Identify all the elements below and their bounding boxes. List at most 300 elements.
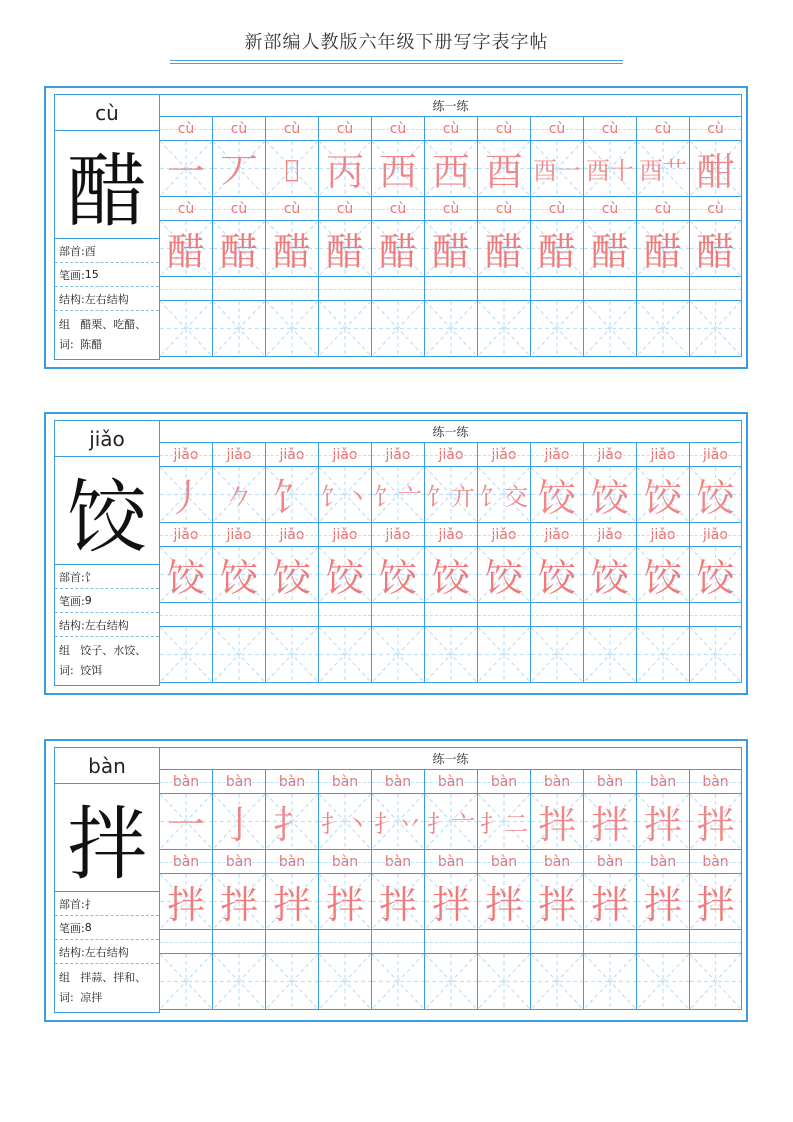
tian-grid-guide <box>637 301 689 356</box>
blank-writing-cell[interactable] <box>531 954 584 1010</box>
blank-pinyin-cell[interactable] <box>266 277 319 301</box>
stroke-step-glyph: 丙 <box>325 150 364 194</box>
tian-grid-guide <box>425 954 477 1009</box>
tian-grid-guide <box>372 301 424 356</box>
pinyin-cell <box>266 850 319 874</box>
info-value: 酉 <box>84 244 96 258</box>
trace-glyph: 拌 <box>325 883 364 927</box>
pinyin-cell <box>637 443 690 467</box>
pinyin-cell <box>319 117 372 141</box>
blank-writing-cell[interactable] <box>425 301 478 357</box>
tracing-cell[interactable] <box>478 547 531 603</box>
stroke-order-cell[interactable] <box>584 467 637 523</box>
blank-pinyin-cell[interactable] <box>478 603 531 627</box>
tian-grid-guide <box>531 301 583 356</box>
blank-writing-cell[interactable] <box>531 627 584 683</box>
pinyin-cell <box>319 197 372 221</box>
pinyin-cell <box>372 197 425 221</box>
character-info-panel <box>54 747 160 1013</box>
model-character: 醋 <box>55 131 159 239</box>
pinyin-text: jiǎo <box>491 446 517 463</box>
pinyin-cell <box>425 770 478 794</box>
pinyin-text: cù <box>283 120 301 137</box>
blank-writing-cell[interactable] <box>213 954 266 1010</box>
tracing-cell[interactable] <box>637 874 690 930</box>
blank-writing-cell[interactable] <box>478 627 531 683</box>
blank-writing-cell[interactable] <box>319 301 372 357</box>
tracing-cell[interactable] <box>425 547 478 603</box>
trace-glyph: 醋 <box>484 230 523 274</box>
model-character: 拌 <box>55 784 159 892</box>
stroke-step-glyph: 饣亠 <box>374 483 422 511</box>
pinyin-cell <box>478 770 531 794</box>
pinyin-cell <box>690 443 742 467</box>
stroke-count-info <box>55 589 159 613</box>
blank-pinyin-cell[interactable] <box>531 603 584 627</box>
info-label: 部首: <box>59 570 85 584</box>
stroke-order-cell[interactable] <box>531 467 584 523</box>
info-label: 结构: <box>59 945 85 959</box>
stroke-step-glyph: 酉艹 <box>639 157 687 185</box>
blank-writing-cell[interactable] <box>266 954 319 1010</box>
pinyin-text: jiǎo <box>650 526 676 543</box>
tracing-cell[interactable] <box>319 547 372 603</box>
tracing-cell[interactable] <box>690 874 742 930</box>
pinyin-cell <box>637 117 690 141</box>
blank-pinyin-cell[interactable] <box>213 930 266 954</box>
practice-header: 练一练 <box>160 747 742 770</box>
pinyin-cell <box>690 117 742 141</box>
tracing-cell[interactable] <box>213 874 266 930</box>
stroke-order-cell[interactable] <box>690 141 742 197</box>
stroke-order-cell[interactable] <box>372 467 425 523</box>
blank-pinyin-cell[interactable] <box>160 277 213 301</box>
blank-writing-cell[interactable] <box>425 954 478 1010</box>
tracing-cell[interactable] <box>266 221 319 277</box>
pinyin-text: jiǎo <box>438 526 464 543</box>
blank-pinyin-cell[interactable] <box>584 603 637 627</box>
blank-writing-cell[interactable] <box>690 627 742 683</box>
pinyin-cell <box>584 523 637 547</box>
trace-glyph: 拌 <box>378 883 417 927</box>
trace-glyph: 醋 <box>643 230 682 274</box>
pinyin-row <box>160 197 742 221</box>
stroke-order-cell[interactable] <box>531 794 584 850</box>
pinyin-text: bàn <box>331 773 359 790</box>
stroke-order-cell[interactable] <box>213 141 266 197</box>
trace-glyph: 拌 <box>643 883 682 927</box>
pinyin-text: jiǎo <box>597 446 623 463</box>
pinyin-cell <box>319 850 372 874</box>
stroke-row <box>160 141 742 197</box>
tian-grid-guide <box>478 954 530 1009</box>
blank-writing-cell[interactable] <box>531 301 584 357</box>
blank-writing-cell[interactable] <box>690 301 742 357</box>
tian-grid-guide <box>531 627 583 682</box>
word-examples-info <box>55 637 159 687</box>
blank-writing-cell[interactable] <box>319 954 372 1010</box>
stroke-step-glyph: 拌 <box>643 803 682 847</box>
stroke-step-glyph: 一 <box>166 150 205 194</box>
title-rule-bottom <box>170 63 623 64</box>
tracing-cell[interactable] <box>478 874 531 930</box>
stroke-order-cell[interactable] <box>637 794 690 850</box>
blank-pinyin-cell[interactable] <box>319 277 372 301</box>
blank-pinyin-cell[interactable] <box>266 603 319 627</box>
blank-writing-cell[interactable] <box>160 627 213 683</box>
stroke-step-glyph: 饣交 <box>480 483 528 511</box>
tracing-cell[interactable] <box>372 547 425 603</box>
pinyin-cell <box>160 117 213 141</box>
pinyin-text: bàn <box>702 853 729 870</box>
pinyin-cell <box>531 117 584 141</box>
blank-writing-cell[interactable] <box>584 627 637 683</box>
tian-grid-guide <box>213 627 265 682</box>
blank-pinyin-cell[interactable] <box>425 930 478 954</box>
tian-grid-guide <box>266 954 318 1009</box>
info-value: 饣 <box>84 570 96 584</box>
pinyin-text: bàn <box>172 773 200 790</box>
word-examples-info <box>55 964 159 1014</box>
pinyin-cell <box>531 197 584 221</box>
pinyin-cell <box>531 850 584 874</box>
tian-grid-guide <box>213 954 265 1009</box>
tian-grid-guide <box>425 301 477 356</box>
stroke-step-glyph: 饺 <box>537 476 576 520</box>
pinyin-text: jiǎo <box>173 446 199 463</box>
blank-pinyin-cell[interactable] <box>637 277 690 301</box>
pinyin-text: bàn <box>225 773 253 790</box>
tracing-cell[interactable] <box>584 547 637 603</box>
pinyin-cell <box>690 770 742 794</box>
blank-writing-cell[interactable] <box>637 954 690 1010</box>
blank-writing-cell[interactable] <box>478 954 531 1010</box>
character-pinyin: jiǎo <box>55 421 159 457</box>
tracing-cell[interactable] <box>637 547 690 603</box>
trace-glyph: 拌 <box>484 883 523 927</box>
blank-pinyin-cell[interactable] <box>425 277 478 301</box>
tracing-cell[interactable] <box>425 221 478 277</box>
info-label: 笔画: <box>59 268 85 282</box>
tracing-cell[interactable] <box>372 874 425 930</box>
blank-writing-cell[interactable] <box>372 954 425 1010</box>
blank-writing-cell[interactable] <box>372 627 425 683</box>
pinyin-text: cù <box>654 120 672 137</box>
stroke-step-glyph: 𠀆 <box>284 154 300 183</box>
pinyin-text: bàn <box>331 853 359 870</box>
pinyin-text: cù <box>495 200 513 217</box>
pinyin-cell <box>531 523 584 547</box>
tracing-cell[interactable] <box>160 874 213 930</box>
pinyin-cell <box>266 523 319 547</box>
pinyin-text: cù <box>230 200 248 217</box>
pinyin-text: cù <box>389 200 407 217</box>
stroke-order-cell[interactable] <box>266 141 319 197</box>
info-label: 组词: <box>59 318 74 351</box>
blank-pinyin-cell[interactable] <box>690 930 742 954</box>
stroke-count-info <box>55 916 159 940</box>
blank-writing-cell[interactable] <box>372 301 425 357</box>
pinyin-text: cù <box>707 120 724 137</box>
stroke-order-cell[interactable] <box>425 794 478 850</box>
stroke-order-cell[interactable] <box>478 141 531 197</box>
pinyin-text: cù <box>230 120 248 137</box>
pinyin-text: cù <box>283 200 301 217</box>
tian-grid-guide <box>478 301 530 356</box>
blank-writing-cell[interactable] <box>637 627 690 683</box>
trace-glyph: 醋 <box>166 230 205 274</box>
pinyin-cell <box>478 443 531 467</box>
tracing-cell[interactable] <box>637 221 690 277</box>
blank-writing-cell[interactable] <box>637 301 690 357</box>
trace-glyph: 醋 <box>378 230 417 274</box>
blank-writing-cell[interactable] <box>690 954 742 1010</box>
trace-glyph: 拌 <box>696 883 735 927</box>
stroke-order-cell[interactable] <box>319 141 372 197</box>
stroke-order-cell[interactable] <box>213 467 266 523</box>
tracing-cell[interactable] <box>266 874 319 930</box>
blank-writing-cell[interactable] <box>160 954 213 1010</box>
info-value: 8 <box>84 921 92 934</box>
stroke-step-glyph: 饺 <box>643 476 682 520</box>
blank-pinyin-cell[interactable] <box>478 277 531 301</box>
trace-glyph: 醋 <box>696 230 735 274</box>
tracing-cell[interactable] <box>266 547 319 603</box>
stroke-order-cell[interactable] <box>425 467 478 523</box>
pinyin-row <box>160 850 742 874</box>
trace-row <box>160 547 742 603</box>
info-value: 15 <box>84 268 99 281</box>
pinyin-text: jiǎo <box>332 446 358 463</box>
stroke-order-cell[interactable] <box>478 794 531 850</box>
stroke-order-cell[interactable] <box>690 467 742 523</box>
pinyin-cell <box>160 770 213 794</box>
trace-glyph: 饺 <box>272 556 311 600</box>
pinyin-cell <box>319 443 372 467</box>
pinyin-text: bàn <box>278 853 306 870</box>
tracing-cell[interactable] <box>213 547 266 603</box>
pinyin-text: bàn <box>596 853 624 870</box>
stroke-order-cell[interactable] <box>584 141 637 197</box>
stroke-order-cell[interactable] <box>266 467 319 523</box>
info-label: 部首: <box>59 244 85 258</box>
stroke-step-glyph: 丿 <box>166 476 205 520</box>
tracing-cell[interactable] <box>584 874 637 930</box>
pinyin-text: cù <box>548 200 566 217</box>
blank-pinyin-cell[interactable] <box>160 603 213 627</box>
stroke-step-glyph: 饣亣 <box>427 483 475 511</box>
tracing-cell[interactable] <box>213 221 266 277</box>
pinyin-cell <box>266 197 319 221</box>
trace-glyph: 饺 <box>166 556 205 600</box>
blank-pinyin-cell[interactable] <box>372 277 425 301</box>
pinyin-cell <box>531 443 584 467</box>
stroke-order-cell[interactable] <box>160 467 213 523</box>
pinyin-cell <box>690 523 742 547</box>
trace-glyph: 拌 <box>431 883 470 927</box>
trace-glyph: 饺 <box>537 556 576 600</box>
info-label: 组词: <box>59 644 74 677</box>
tracing-cell[interactable] <box>425 874 478 930</box>
tian-grid-guide <box>160 301 212 356</box>
blank-writing-cell[interactable] <box>319 627 372 683</box>
blank-row <box>160 954 742 1010</box>
stroke-step-glyph: 酣 <box>696 150 735 194</box>
tian-grid-guide <box>425 627 477 682</box>
stroke-order-cell[interactable] <box>160 141 213 197</box>
blank-pinyin-cell[interactable] <box>637 603 690 627</box>
blank-writing-cell[interactable] <box>213 627 266 683</box>
trace-glyph: 饺 <box>696 556 735 600</box>
blank-pinyin-cell[interactable] <box>425 603 478 627</box>
blank-pinyin-cell[interactable] <box>372 603 425 627</box>
tian-grid-guide <box>690 954 741 1009</box>
trace-glyph: 饺 <box>378 556 417 600</box>
stroke-order-cell[interactable] <box>319 794 372 850</box>
info-label: 笔画: <box>59 594 85 608</box>
trace-glyph: 醋 <box>325 230 364 274</box>
stroke-row <box>160 794 742 850</box>
info-label: 组词: <box>59 971 74 1004</box>
info-label: 结构: <box>59 618 85 632</box>
blank-pinyin-cell[interactable] <box>584 930 637 954</box>
trace-glyph: 拌 <box>166 883 205 927</box>
trace-glyph: 醋 <box>537 230 576 274</box>
tracing-cell[interactable] <box>478 221 531 277</box>
stroke-order-cell[interactable] <box>531 141 584 197</box>
blank-writing-cell[interactable] <box>266 627 319 683</box>
radical-info <box>55 565 159 589</box>
stroke-order-cell[interactable] <box>372 794 425 850</box>
blank-writing-cell[interactable] <box>160 301 213 357</box>
tian-grid-guide <box>160 627 212 682</box>
stroke-order-cell[interactable] <box>584 794 637 850</box>
pinyin-cell <box>637 197 690 221</box>
stroke-step-glyph: 饺 <box>590 476 629 520</box>
stroke-step-glyph: 扌亠 <box>427 810 475 838</box>
tian-grid-guide <box>690 301 741 356</box>
stroke-order-cell[interactable] <box>425 141 478 197</box>
pinyin-text: bàn <box>225 853 253 870</box>
stroke-order-cell[interactable] <box>690 794 742 850</box>
stroke-step-glyph: 一 <box>166 803 205 847</box>
pinyin-cell <box>584 197 637 221</box>
tracing-cell[interactable] <box>531 221 584 277</box>
trace-glyph: 饺 <box>325 556 364 600</box>
pinyin-text: jiǎo <box>226 446 252 463</box>
blank-pinyin-cell[interactable] <box>372 930 425 954</box>
stroke-order-cell[interactable] <box>637 467 690 523</box>
practice-header: 练一练 <box>160 420 742 443</box>
stroke-order-cell[interactable] <box>266 794 319 850</box>
tracing-cell[interactable] <box>160 221 213 277</box>
tracing-cell[interactable] <box>690 547 742 603</box>
stroke-step-glyph: 扌丶 <box>321 810 369 838</box>
pinyin-cell <box>690 197 742 221</box>
stroke-order-cell[interactable] <box>372 141 425 197</box>
pinyin-text: bàn <box>278 773 306 790</box>
stroke-step-glyph: 𠂊 <box>227 483 251 511</box>
pinyin-text: jiǎo <box>597 526 623 543</box>
stroke-order-cell[interactable] <box>213 794 266 850</box>
pinyin-cell <box>425 850 478 874</box>
blank-pinyin-cell[interactable] <box>213 603 266 627</box>
pinyin-text: cù <box>707 200 724 217</box>
stroke-count-info <box>55 263 159 287</box>
pinyin-cell <box>372 443 425 467</box>
blank-pinyin-cell[interactable] <box>531 930 584 954</box>
tracing-cell[interactable] <box>319 874 372 930</box>
pinyin-text: bàn <box>490 853 518 870</box>
trace-glyph: 饺 <box>431 556 470 600</box>
pinyin-text: cù <box>548 120 566 137</box>
pinyin-cell <box>213 197 266 221</box>
blank-pinyin-cell[interactable] <box>478 930 531 954</box>
trace-glyph: 饺 <box>219 556 258 600</box>
pinyin-cell <box>160 197 213 221</box>
blank-row <box>160 301 742 357</box>
tian-grid-guide <box>690 627 741 682</box>
tracing-cell[interactable] <box>531 874 584 930</box>
stroke-step-glyph: 饣丶 <box>321 483 369 511</box>
stroke-order-cell[interactable] <box>478 467 531 523</box>
pinyin-cell <box>637 850 690 874</box>
blank-pinyin-cell[interactable] <box>213 277 266 301</box>
blank-pinyin-cell[interactable] <box>319 603 372 627</box>
blank-writing-cell[interactable] <box>584 301 637 357</box>
tracing-cell[interactable] <box>319 221 372 277</box>
pinyin-text: cù <box>389 120 407 137</box>
blank-writing-cell[interactable] <box>266 301 319 357</box>
trace-glyph: 醋 <box>431 230 470 274</box>
blank-pinyin-cell[interactable] <box>690 603 742 627</box>
blank-pinyin-cell[interactable] <box>266 930 319 954</box>
blank-writing-cell[interactable] <box>584 954 637 1010</box>
tian-grid-guide <box>319 954 371 1009</box>
tracing-cell[interactable] <box>372 221 425 277</box>
stroke-order-cell[interactable] <box>637 141 690 197</box>
blank-row <box>160 627 742 683</box>
blank-pinyin-cell[interactable] <box>637 930 690 954</box>
stroke-order-cell[interactable] <box>319 467 372 523</box>
pinyin-text: cù <box>336 200 354 217</box>
stroke-order-cell[interactable] <box>160 794 213 850</box>
blank-pinyin-cell[interactable] <box>584 277 637 301</box>
blank-pinyin-cell[interactable] <box>531 277 584 301</box>
pinyin-cell <box>584 770 637 794</box>
pinyin-cell <box>372 523 425 547</box>
blank-pinyin-cell[interactable] <box>690 277 742 301</box>
stroke-step-glyph: 亅 <box>219 803 258 847</box>
blank-writing-cell[interactable] <box>478 301 531 357</box>
tian-grid-guide <box>584 301 636 356</box>
blank-pinyin-cell[interactable] <box>160 930 213 954</box>
tracing-cell[interactable] <box>531 547 584 603</box>
tracing-cell[interactable] <box>584 221 637 277</box>
pinyin-text: cù <box>495 120 513 137</box>
blank-py-row <box>160 603 742 627</box>
tracing-cell[interactable] <box>160 547 213 603</box>
pinyin-cell <box>319 523 372 547</box>
practice-sheet <box>44 739 748 1022</box>
stroke-step-glyph: 扌二 <box>480 810 528 838</box>
tracing-cell[interactable] <box>690 221 742 277</box>
blank-writing-cell[interactable] <box>425 627 478 683</box>
blank-pinyin-cell[interactable] <box>319 930 372 954</box>
blank-writing-cell[interactable] <box>213 301 266 357</box>
trace-glyph: 拌 <box>272 883 311 927</box>
tian-grid-guide <box>266 301 318 356</box>
